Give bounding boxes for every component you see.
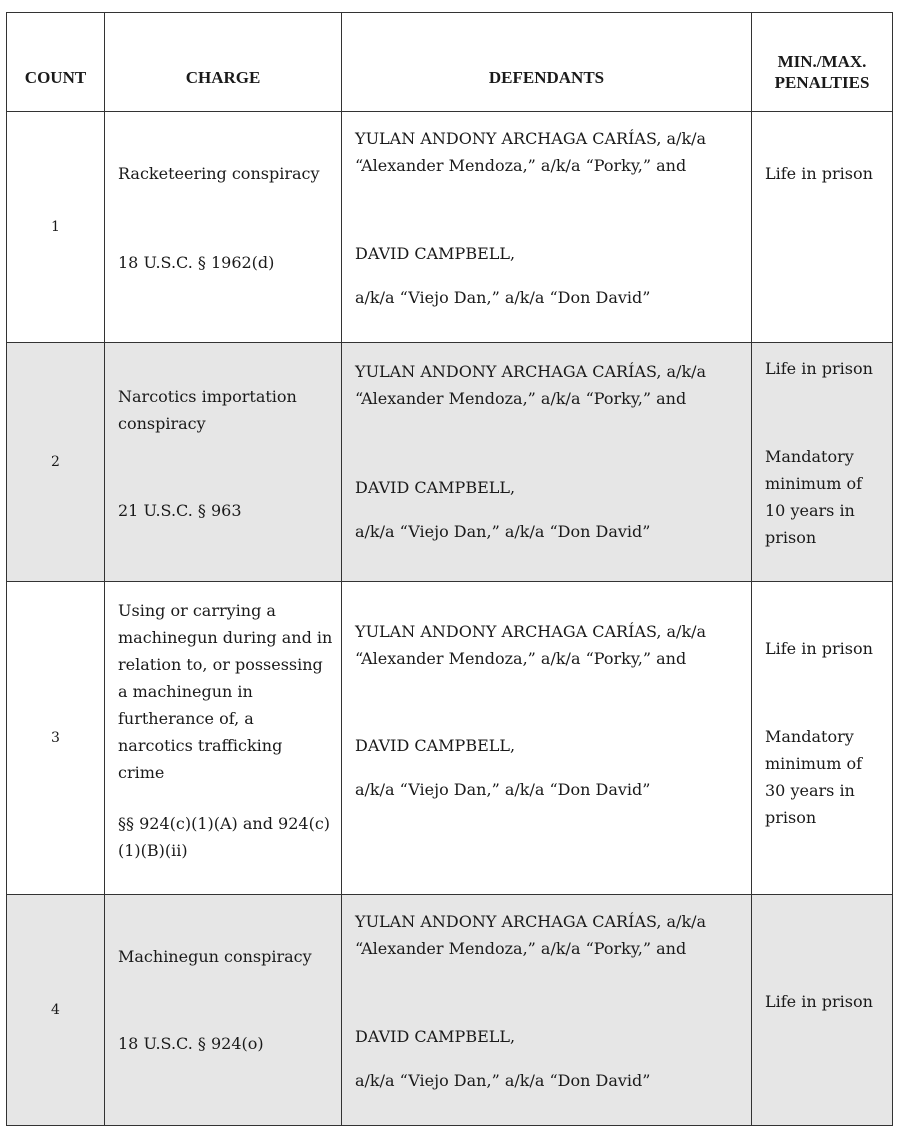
charge-description: Using or carrying a machinegun during and in relation to, or possessing a machinegun in furtherance of, a narcotics trafficking crime <box>118 601 333 782</box>
penalties-cell <box>752 895 893 1126</box>
defendants-cell <box>342 112 752 343</box>
penalties-cell <box>752 343 893 582</box>
defendant-1-name: YULAN ANDONY ARCHAGA CARÍAS, a/k/a <box>355 912 707 931</box>
defendant-1-aliases: “Alexander Mendoza,” a/k/a “Porky,” and <box>355 156 687 175</box>
table-row <box>7 112 893 343</box>
defendant-2-aliases: a/k/a “Viejo Dan,” a/k/a “Don David” <box>355 288 651 307</box>
header-row <box>7 13 893 112</box>
charge-cell <box>105 582 342 895</box>
charge-cell <box>105 112 342 343</box>
defendant-2-aliases: a/k/a “Viejo Dan,” a/k/a “Don David” <box>355 1071 651 1090</box>
charge-description: Machinegun conspiracy <box>118 947 312 966</box>
penalty-max: Life in prison <box>765 359 873 378</box>
defendant-1-aliases: “Alexander Mendoza,” a/k/a “Porky,” and <box>355 649 687 668</box>
penalties-header-line1: MIN./MAX. <box>777 51 867 71</box>
defendant-2-aliases: a/k/a “Viejo Dan,” a/k/a “Don David” <box>355 780 651 799</box>
charge-statute: 18 U.S.C. § 924(o) <box>118 1034 264 1053</box>
defendant-1-aliases: “Alexander Mendoza,” a/k/a “Porky,” and <box>355 939 687 958</box>
charge-description: Racketeering conspiracy <box>118 164 320 183</box>
table-row <box>7 895 893 1126</box>
charge-header: CHARGE <box>105 13 342 112</box>
charge-statute: 18 U.S.C. § 1962(d) <box>118 253 275 272</box>
penalties-header <box>752 13 893 112</box>
count-cell: 1 <box>7 112 105 343</box>
defendant-2-name: DAVID CAMPBELL, <box>355 736 516 755</box>
count-header: COUNT <box>7 13 105 112</box>
penalties-cell <box>752 582 893 895</box>
charge-statute: §§ 924(c)(1)(A) and 924(c)(1)(B)(ii) <box>118 814 331 860</box>
table-row <box>7 343 893 582</box>
defendants-cell <box>342 895 752 1126</box>
count-cell: 2 <box>7 343 105 582</box>
charges-table <box>6 12 893 1126</box>
defendants-cell <box>342 582 752 895</box>
charge-description: Narcotics importation conspiracy <box>118 387 297 433</box>
penalty-mandatory-min: Mandatory minimum of 30 years in prison <box>765 727 862 827</box>
penalty-max: Life in prison <box>765 639 873 658</box>
defendants-cell <box>342 343 752 582</box>
defendant-1-name: YULAN ANDONY ARCHAGA CARÍAS, a/k/a <box>355 129 707 148</box>
defendant-2-name: DAVID CAMPBELL, <box>355 478 516 497</box>
table-row <box>7 582 893 895</box>
charge-cell <box>105 343 342 582</box>
defendant-1-name: YULAN ANDONY ARCHAGA CARÍAS, a/k/a <box>355 362 707 381</box>
count-cell: 4 <box>7 895 105 1126</box>
penalty-max: Life in prison <box>765 164 873 183</box>
penalty-mandatory-min: Mandatory minimum of 10 years in prison <box>765 447 862 547</box>
defendant-2-name: DAVID CAMPBELL, <box>355 244 516 263</box>
penalties-header-line2: PENALTIES <box>774 72 870 92</box>
charge-statute: 21 U.S.C. § 963 <box>118 501 242 520</box>
defendant-1-aliases: “Alexander Mendoza,” a/k/a “Porky,” and <box>355 389 687 408</box>
count-cell: 3 <box>7 582 105 895</box>
penalty-max: Life in prison <box>765 992 873 1011</box>
defendant-2-name: DAVID CAMPBELL, <box>355 1027 516 1046</box>
defendant-1-name: YULAN ANDONY ARCHAGA CARÍAS, a/k/a <box>355 622 707 641</box>
defendants-header: DEFENDANTS <box>342 13 752 112</box>
defendant-2-aliases: a/k/a “Viejo Dan,” a/k/a “Don David” <box>355 522 651 541</box>
charge-cell <box>105 895 342 1126</box>
penalties-cell <box>752 112 893 343</box>
